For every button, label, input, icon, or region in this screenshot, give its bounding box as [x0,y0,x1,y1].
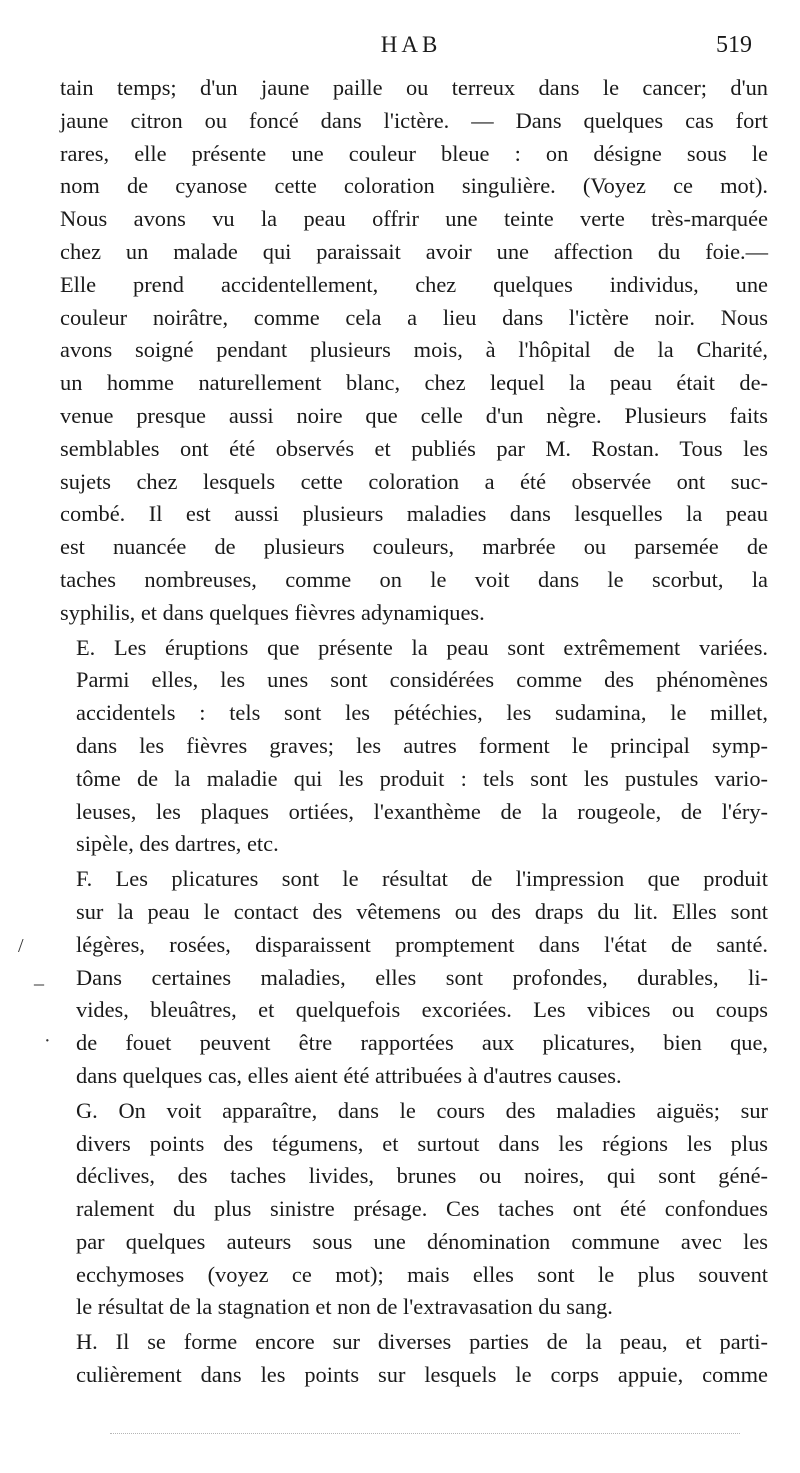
text-line: est nuancée de plusieurs couleurs, marbrée ou parsemée de [60,534,768,560]
text-line: déclives, des taches livides, brunes ou noires, qui sont géné- [76,1163,768,1189]
text-line: chez un malade qui paraissait avoir une affection du foie.— [60,238,768,264]
text-line: de fouet peuvent être rapportées aux plicatures, bien que, [76,1030,768,1056]
text-line: semblables ont été observés et publiés par M. Rostan. Tous les [60,435,768,461]
text-line: sur la peau le contact des vêtemens ou des draps du lit. Elles sont [76,898,768,924]
text-line: taches nombreuses, comme on le voit dans le scorbut, la [60,566,768,592]
text-line: Parmi elles, les unes sont considérées comme des phénomènes [76,667,768,693]
text-line: divers points des tégumens, et surtout dans les régions les plus [76,1130,768,1156]
text-line: F. Les plicatures sont le résultat de l'impression que produit [76,866,768,892]
text-line: le résultat de la stagnation et non de l'extravasation du sang. [76,1294,613,1320]
text-line: couleur noirâtre, comme cela a lieu dans l'ictère noir. Nous [60,304,768,330]
text-line: ralement du plus sinistre présage. Ces taches ont été confondues [76,1196,768,1222]
text-line: G. On voit apparaître, dans le cours des maladies aiguës; sur [76,1097,768,1123]
paragraph-taches [60,1095,768,1325]
page-number: 519 [716,32,752,58]
text-line: dans les fièvres graves; les autres forment le principal symp- [76,732,768,758]
text-line: H. Il se forme encore sur diverses parties de la peau, et parti- [76,1329,768,1355]
text-line: nom de cyanose cette coloration singulière. (Voyez ce mot). [60,173,768,199]
text-line: rares, elle présente une couleur bleue : on désigne sous le [60,140,768,166]
text-line: tôme de la maladie qui les produit : tels sont les pustules vario- [76,765,768,791]
margin-slash-mark: / [18,935,24,957]
running-head: HAB [380,32,442,57]
text-line: tain temps; d'un jaune paille ou terreux dans le cancer; d'un [60,75,768,100]
text-line: Nous avons vu la peau offrir une teinte verte très-marquée [60,206,768,232]
text-line: par quelques auteurs sous une dénomination commune avec les [76,1228,768,1254]
text-line: Dans certaines maladies, elles sont profondes, durables, li- [76,964,768,990]
page-header [62,32,760,66]
body-text [60,72,768,1392]
margin-dash-mark: _ [34,966,44,988]
text-line: syphilis, et dans quelques fièvres adynamiques. [60,599,485,625]
paragraph-coloration [60,72,768,630]
paragraph-eruptions [60,632,768,862]
paragraph-formations [60,1326,768,1392]
text-line: combé. Il est aussi plusieurs maladies dans lesquelles la peau [60,501,768,527]
text-line: vides, bleuâtres, et quelquefois excoriées. Les vibices ou coups [76,997,768,1023]
text-line: accidentels : tels sont les pétéchies, les sudamina, le millet, [76,700,768,726]
text-line: E. Les éruptions que présente la peau sont extrêmement variées. [76,634,768,660]
text-line: culièrement dans les points sur lesquels le corps appuie, comme [76,1362,768,1388]
text-line: avons soigné pendant plusieurs mois, à l'hôpital de la Charité, [60,337,768,363]
text-line: sujets chez lesquels cette coloration a été observée ont suc- [60,468,768,494]
text-line: Elle prend accidentellement, chez quelques individus, une [60,271,768,297]
text-line: ecchymoses (voyez ce mot); mais elles sont le plus souvent [76,1261,768,1287]
margin-dot-mark: · [44,1030,51,1052]
paragraph-plicatures [60,863,768,1093]
text-line: dans quelques cas, elles aient été attribuées à d'autres causes. [76,1062,622,1088]
text-line: venue presque aussi noire que celle d'un nègre. Plusieurs faits [60,402,768,428]
text-line: jaune citron ou foncé dans l'ictère. — Dans quelques cas fort [60,107,768,133]
text-line: leuses, les plaques ortiées, l'exanthème de la rougeole, de l'éry- [76,798,768,824]
text-line: légères, rosées, disparaissent promptement dans l'état de santé. [76,931,768,957]
text-line: sipèle, des dartres, etc. [76,831,279,857]
bottom-print-noise [110,1433,740,1436]
text-line: un homme naturellement blanc, chez lequel la peau était de- [60,370,768,396]
